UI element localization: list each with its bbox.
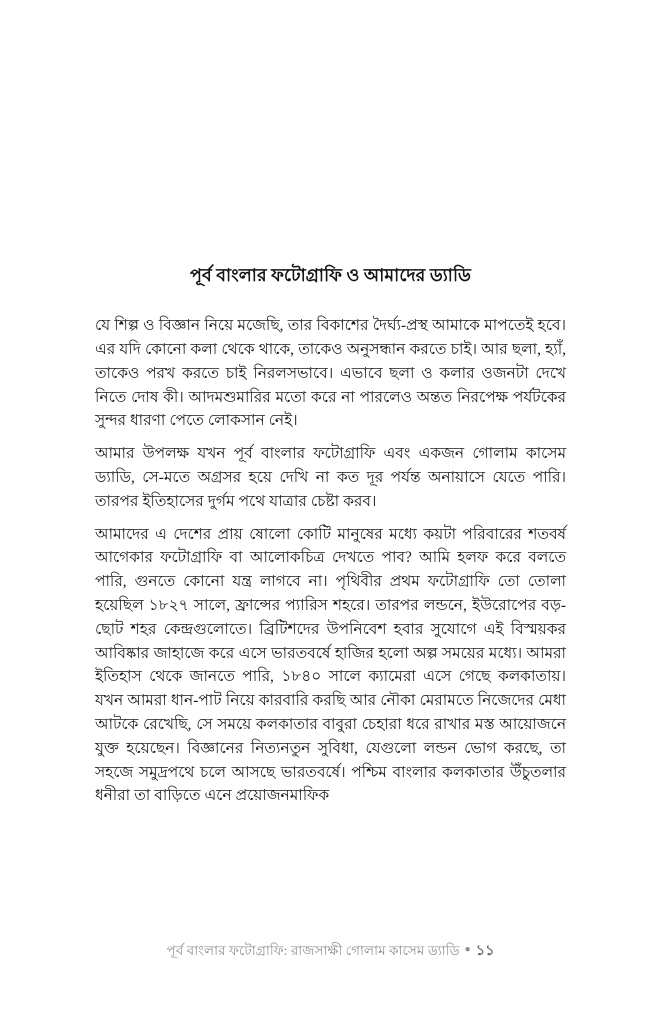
- page-footer: [95, 941, 566, 963]
- chapter-title: পূর্ব বাংলার ফটোগ্রাফি ও আমাদের ড্যাডি: [190, 265, 471, 285]
- footer-running-head: পূর্ব বাংলার ফটোগ্রাফি: রাজসাক্ষী গোলাম কাসেম ড্যাডি: [166, 943, 460, 958]
- page-text-block: [95, 262, 566, 808]
- body-paragraph-1: যে শিল্প ও বিজ্ঞান নিয়ে মজেছি, তার বিকাশের দৈর্ঘ্য-প্রস্থ আমাকে মাপতেই হবে। এর যদি কোনো কলা থেকে থাকে, তাকেও অনুসন্ধান করতে চাই। আর ছলা, হ্যাঁ, তাকেও পরখ করতে চাই নিরলসভাবে। এভাবে ছলা ও কলার ওজনটা দেখে নিতে দোষ কী। আদমশুমারির মতো করে না পারলেও অন্তত নিরপেক্ষ পর্যটকের সুন্দর ধারণা পেতে লোকসান নেই।: [95, 317, 566, 430]
- page-number: ১১: [475, 943, 495, 959]
- footer-separator-dot-icon: ●: [464, 944, 471, 955]
- body-paragraph-2: আমার উপলক্ষ যখন পূর্ব বাংলার ফটোগ্রাফি এবং একজন গোলাম কাসেম ড্যাডি, সে-মতে অগ্রসর হয়ে দেখি না কত দূর পর্যন্ত অনায়াসে যেতে পারি। তারপর ইতিহাসের দুর্গম পথে যাত্রার চেষ্টা করব।: [95, 445, 566, 510]
- body-paragraph-3: আমাদের এ দেশের প্রায় ষোলো কোটি মানুষের মধ্যে কয়টা পরিবারের শতবর্ষ আগেকার ফটোগ্রাফি বা আলোকচিত্র দেখতে পাব? আমি হলফ করে বলতে পারি, গুনতে কোনো যন্ত্র লাগবে না। পৃথিবীর প্রথম ফটোগ্রাফি তো তোলা হয়েছিল ১৮২৭ সালে, ফ্রান্সের প্যারিস শহরে। তারপর লন্ডনে, ইউরোপের বড়-ছোট শহর কেন্দ্রগুলোতে। ব্রিটিশদের উপনিবেশ হবার সুযোগে এই বিস্ময়কর আবিষ্কার জাহাজে করে এসে ভারতবর্ষে হাজির হলো অল্প সময়ের মধ্যে। আমরা ইতিহাস থেকে জানতে পারি, ১৮৪০ সালে ক্যামেরা এসে গেছে কলকাতায়। যখন আমরা ধান-পাট নিয়ে কারবারি করছি আর নৌকা মেরামতে নিজেদের মেধা আটকে রেখেছি, সে সময়ে কলকাতার বাবুরা চেহারা ধরে রাখার মস্ত আয়োজনে যুক্ত হয়েছেন। বিজ্ঞানের নিত্যনতুন সুবিধা, যেগুলো লন্ডন ভোগ করছে, তা সহজে সমুদ্রপথে চলে আসছে ভারতবর্ষে। পশ্চিম বাংলার কলকাতার উঁচুতলার ধনীরা তা বাড়িতে এনে প্রয়োজনমাফিক: [95, 525, 566, 805]
